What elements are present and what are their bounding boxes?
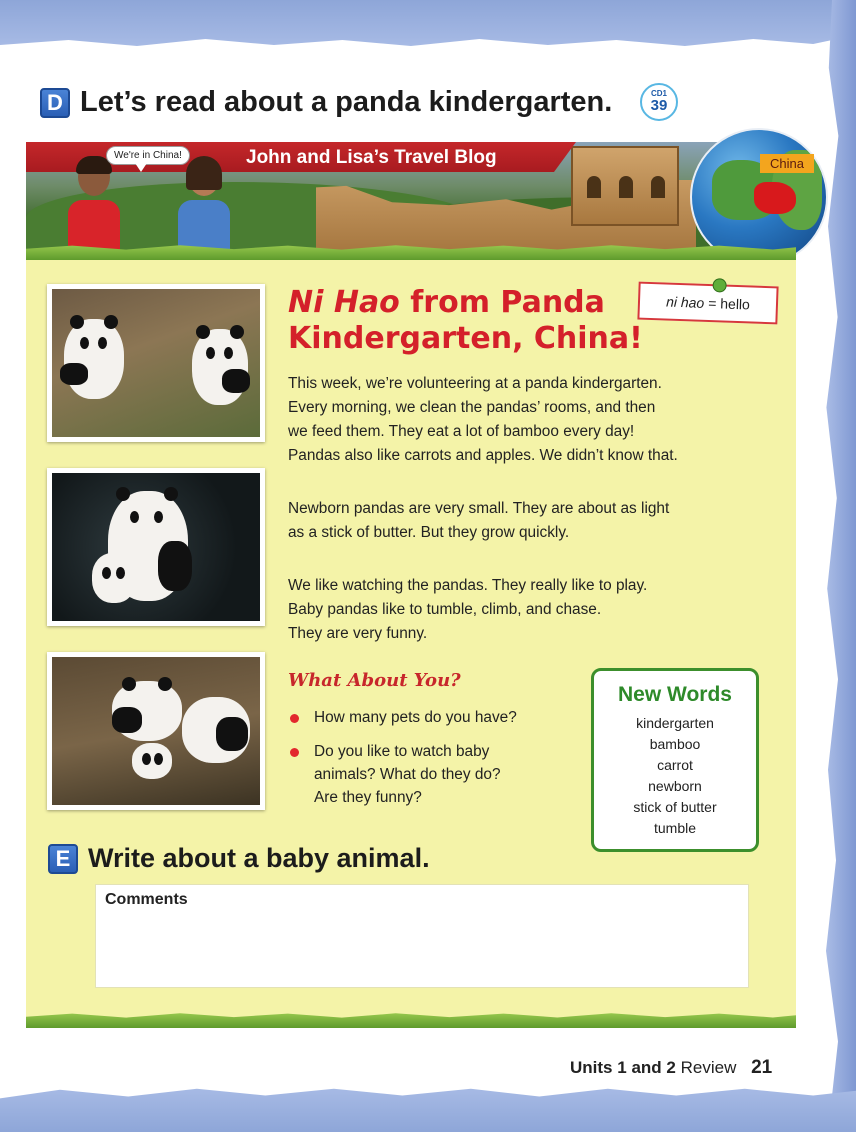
paragraph-line: Newborn pandas are very small. They are about as light (288, 500, 670, 517)
paragraph-line: They are very funny. (288, 625, 428, 642)
question-line: Are they funny? (314, 789, 422, 806)
new-words-box (591, 668, 759, 852)
footer-review: Review (680, 1058, 737, 1077)
article-title-greeting: Ni Hao (288, 285, 400, 320)
cd-track-badge[interactable] (640, 83, 678, 121)
paragraph-line: as a stick of butter. But they grow quickly. (288, 524, 570, 541)
great-wall-tower (571, 146, 679, 226)
section-e-heading (48, 843, 430, 874)
new-word: bamboo (649, 736, 701, 752)
photo-panda-with-cub (47, 468, 265, 626)
paragraph-line: We like watching the pandas. They really like to play. (288, 577, 648, 594)
boy-john (64, 158, 124, 250)
question-item (314, 706, 584, 729)
comments-label: Comments (105, 891, 188, 908)
new-words-title: New Words (618, 683, 732, 706)
globe-label: China (760, 154, 814, 173)
photo-pandas-playing (47, 652, 265, 810)
paragraph-line: Pandas also like carrots and apples. We didn’t know that. (288, 447, 678, 464)
page-frame-bottom (0, 1084, 856, 1132)
question-item (314, 740, 584, 809)
new-word: tumble (653, 820, 697, 836)
bullet-icon (290, 748, 299, 757)
question-line: Do you like to watch baby (314, 743, 490, 760)
bullet-icon (290, 714, 299, 723)
page-footer (570, 1057, 772, 1079)
vocab-note-term: ni hao (665, 293, 705, 311)
pin-icon (712, 278, 726, 292)
globe-icon (690, 128, 828, 266)
paragraph-line: This week, we’re volunteering at a panda kindergarten. (288, 375, 662, 392)
vocab-note (637, 282, 778, 325)
new-word: carrot (657, 757, 693, 773)
paragraph-line: Every morning, we clean the pandas’ rooms, and then (288, 399, 656, 416)
comments-field[interactable] (95, 884, 749, 988)
photo-pandas-eating (47, 284, 265, 442)
page-number: 21 (751, 1057, 773, 1078)
new-word: newborn (648, 778, 702, 794)
article-title-line2: Kindergarten, China! (288, 321, 643, 356)
page-frame-top (0, 0, 856, 50)
section-d-letter: D (40, 88, 70, 118)
footer-unit-a: 1 (617, 1058, 627, 1077)
footer-and: and (631, 1058, 662, 1077)
section-d-heading (40, 86, 612, 119)
vocab-note-definition: = hello (707, 295, 751, 313)
question-line: How many pets do you have? (314, 709, 517, 726)
question-line: animals? What do they do? (314, 766, 501, 783)
article-paragraph (288, 574, 758, 646)
section-e-letter: E (48, 844, 78, 874)
article-title-rest: from Panda (399, 285, 605, 320)
banner-title: John and Lisa’s Travel Blog (246, 147, 497, 168)
cd-track-number: 39 (650, 97, 668, 114)
cd-label: CD1 (650, 89, 667, 98)
new-word: stick of butter (633, 799, 717, 815)
new-word: kindergarten (636, 715, 714, 731)
article-paragraph (288, 497, 758, 545)
article-paragraph (288, 372, 758, 468)
paragraph-line: we feed them. They eat a lot of bamboo every day! (288, 423, 635, 440)
paragraph-line: Baby pandas like to tumble, climb, and chase. (288, 601, 602, 618)
section-d-title: Let’s read about a panda kindergarten. (80, 86, 613, 118)
what-about-you-title: What About You? (288, 670, 461, 691)
travel-blog-banner (26, 142, 796, 250)
section-e-title: Write about a baby animal. (88, 843, 430, 873)
speech-bubble: We're in China! (106, 146, 190, 165)
footer-unit-b: 2 (666, 1058, 676, 1077)
girl-lisa (174, 158, 234, 250)
footer-units: Units (570, 1058, 613, 1077)
article-title (288, 285, 648, 357)
